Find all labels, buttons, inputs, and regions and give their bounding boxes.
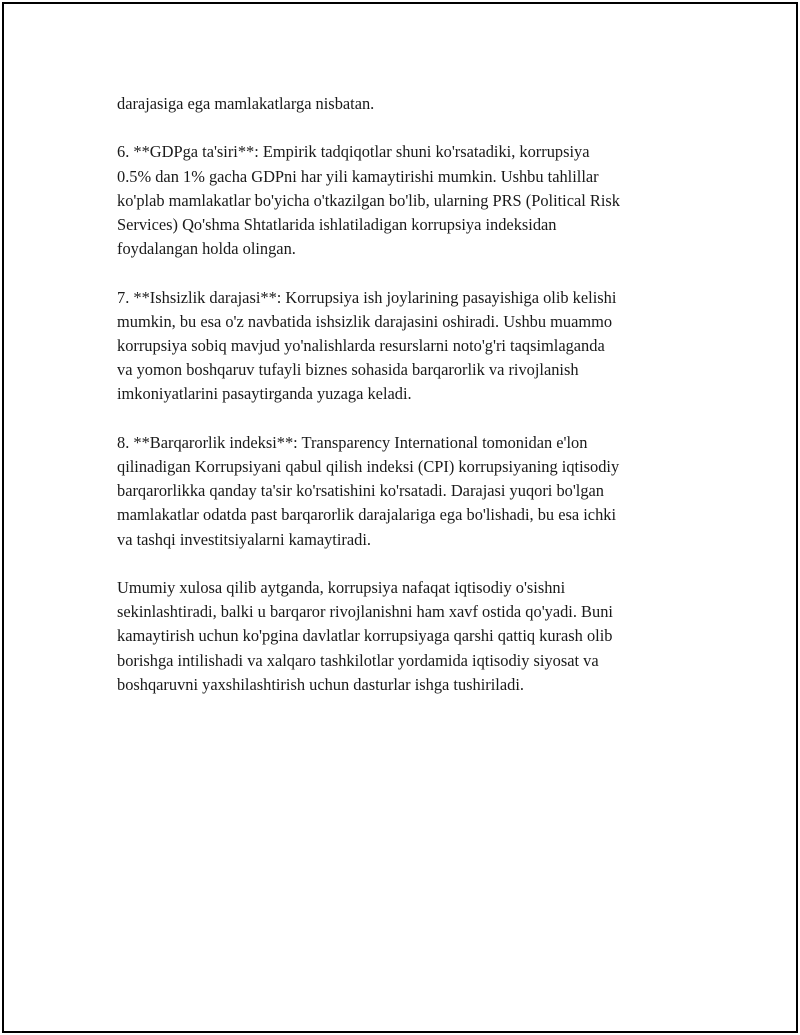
paragraph-unemployment [117,286,707,407]
text-line: korrupsiya sobiq mavjud yo'nalishlarda resurslarni noto'g'ri taqsimlaganda [117,336,605,355]
text-line: mamlakatlar odatda past barqarorlik darajalariga ega bo'lishadi, bu esa ichki [117,505,617,525]
text-line: foydalangan holda olingan. [117,239,296,259]
text-line: 6. **GDPga ta'siri**: Empirik tadqiqotlar shuni ko'rsatadiki, korrupsiya [117,142,590,162]
text-line: va yomon boshqaruv tufayli biznes sohasida barqarorlik va rivojlanish [117,360,579,380]
document-body [117,92,707,721]
text-line: boshqaruvni yaxshilashtirish uchun dasturlar ishga tushiriladi. [117,674,524,694]
paragraph-gdp-impact [117,140,707,261]
text-line: 7. **Ishsizlik darajasi**: Korrupsiya ish joylarining pasayishiga olib kelishi [117,287,617,307]
text-line: Services) Qo'shma Shtatlarida ishlatiladigan korrupsiya indeksidan [117,215,557,234]
text-line: imkoniyatlarini pasaytirganda yuzaga keladi. [117,384,412,404]
text-line: va tashqi investitsiyalarni kamaytiradi. [117,529,371,549]
text-line: 8. **Barqarorlik indeksi**: Transparency International tomonidan e'lon [117,432,588,452]
text-line: darajasiga ega mamlakatlarga nisbatan. [117,94,375,113]
paragraph-continuation [117,92,707,116]
text-line: 0.5% dan 1% gacha GDPni har yili kamaytirishi mumkin. Ushbu tahlillar [117,166,599,186]
text-line: mumkin, bu esa o'z navbatida ishsizlik darajasini oshiradi. Ushbu muammo [117,311,613,331]
text-line: kamaytirish uchun ko'pgina davlatlar korrupsiyaga qarshi qattiq kurash olib [117,626,613,646]
paragraph-stability-index [117,431,707,552]
text-line: qilinadigan Korrupsiyani qabul qilish indeksi (CPI) korrupsiyaning iqtisodiy [117,457,620,476]
text-line: borishga intilishadi va xalqaro tashkilotlar yordamida iqtisodiy siyosat va [117,650,599,670]
text-line: sekinlashtiradi, balki u barqaror rivojlanishni ham xavf ostida qo'yadi. Buni [117,602,613,622]
text-line: ko'plab mamlakatlar bo'yicha o'tkazilgan bo'lib, ularning PRS (Political Risk [117,190,620,210]
text-line: Umumiy xulosa qilib aytganda, korrupsiya nafaqat iqtisodiy o'sishni [117,578,566,597]
text-line: barqarorlikka qanday ta'sir ko'rsatishini ko'rsatadi. Darajasi yuqori bo'lgan [117,481,605,501]
paragraph-conclusion [117,576,707,697]
